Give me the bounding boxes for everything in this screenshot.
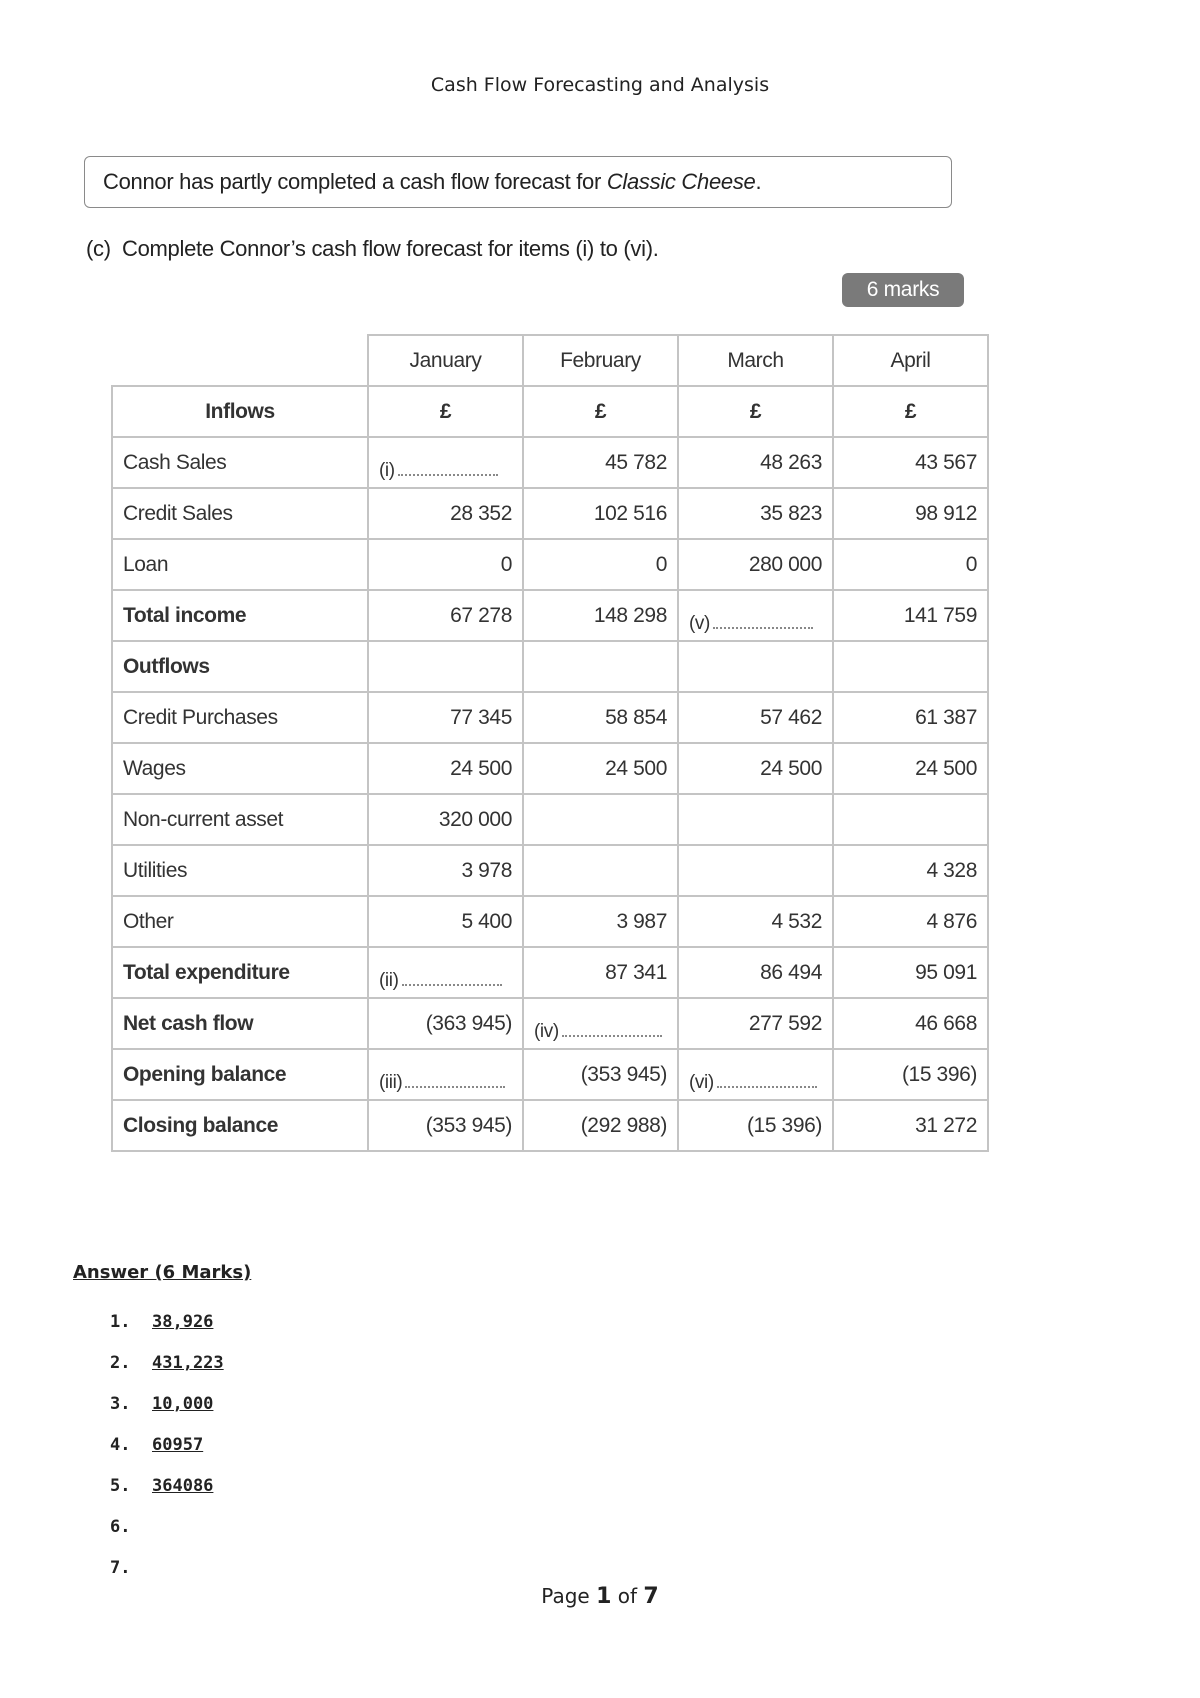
table-cell: 4 876 — [833, 896, 988, 947]
row-label: Wages — [112, 743, 368, 794]
page-footer — [0, 1584, 1200, 1609]
answer-value — [146, 1558, 152, 1578]
table-cell — [523, 845, 678, 896]
table-cell: 46 668 — [833, 998, 988, 1049]
page-word: Page — [541, 1584, 590, 1608]
corner-cell — [112, 335, 368, 386]
cash-flow-table — [111, 334, 989, 1152]
table-row-credit-sales — [112, 488, 988, 539]
table-cell: 0 — [833, 539, 988, 590]
answer-dots — [713, 623, 813, 629]
answer-value: 10,000 — [152, 1394, 214, 1414]
answer-dots — [562, 1031, 662, 1037]
table-cell: 58 854 — [523, 692, 678, 743]
list-item — [110, 1343, 224, 1384]
row-label: Utilities — [112, 845, 368, 896]
table-cell: 35 823 — [678, 488, 833, 539]
table-row-opening-balance — [112, 1049, 988, 1100]
table-cell: 67 278 — [368, 590, 523, 641]
blank-cell-i — [368, 437, 523, 488]
currency-cell: £ — [368, 386, 523, 437]
col-header-march: March — [678, 335, 833, 386]
answer-number: 3. — [110, 1394, 131, 1414]
blank-cell-ii — [368, 947, 523, 998]
blank-cell-vi — [678, 1049, 833, 1100]
table-cell: 28 352 — [368, 488, 523, 539]
answer-dots — [398, 470, 498, 476]
question-text: Complete Connor’s cash flow forecast for items (i) to (vi). — [122, 236, 659, 261]
answer-dots — [405, 1082, 505, 1088]
row-label: Credit Purchases — [112, 692, 368, 743]
answer-value: 364086 — [152, 1476, 214, 1496]
table-row-net-cash-flow — [112, 998, 988, 1049]
table-cell: 320 000 — [368, 794, 523, 845]
list-item — [110, 1466, 224, 1507]
of-word: of — [617, 1584, 638, 1608]
table-cell — [523, 794, 678, 845]
table-cell: 98 912 — [833, 488, 988, 539]
table-cell: 148 298 — [523, 590, 678, 641]
table-cell: 43 567 — [833, 437, 988, 488]
table-cell: 0 — [523, 539, 678, 590]
row-label: Other — [112, 896, 368, 947]
table-cell: 24 500 — [678, 743, 833, 794]
answer-value: 431,223 — [152, 1353, 224, 1373]
answer-number: 1. — [110, 1312, 131, 1332]
table-cell: 24 500 — [833, 743, 988, 794]
table-cell — [678, 641, 833, 692]
answer-value — [146, 1517, 152, 1537]
table-row-other — [112, 896, 988, 947]
table-cell: 48 263 — [678, 437, 833, 488]
list-item — [110, 1548, 224, 1589]
table-cell: 3 987 — [523, 896, 678, 947]
table-cell — [678, 845, 833, 896]
table-row-credit-purchases — [112, 692, 988, 743]
blank-label: (iii) — [379, 1071, 403, 1093]
row-label: Inflows — [112, 386, 368, 437]
currency-cell: £ — [833, 386, 988, 437]
table-row-closing-balance — [112, 1100, 988, 1151]
intro-end: . — [755, 169, 762, 194]
table-cell: 57 462 — [678, 692, 833, 743]
table-cell: 45 782 — [523, 437, 678, 488]
marks-badge: 6 marks — [842, 273, 964, 307]
question-c — [86, 236, 659, 262]
table-cell: 277 592 — [678, 998, 833, 1049]
answer-value: 60957 — [152, 1435, 204, 1455]
table-row-utilities — [112, 845, 988, 896]
row-label: Total income — [112, 590, 368, 641]
table-cell: 0 — [368, 539, 523, 590]
intro-text: Connor has partly completed a cash flow forecast for — [103, 169, 607, 194]
table-row-total-income — [112, 590, 988, 641]
col-header-january: January — [368, 335, 523, 386]
table-cell — [678, 794, 833, 845]
table-cell: 280 000 — [678, 539, 833, 590]
answer-list — [110, 1302, 224, 1589]
blank-label: (i) — [379, 459, 395, 481]
currency-cell: £ — [678, 386, 833, 437]
answer-title: Answer (6 Marks) — [73, 1262, 252, 1283]
answer-number: 2. — [110, 1353, 131, 1373]
table-row-loan — [112, 539, 988, 590]
answer-number: 4. — [110, 1435, 131, 1455]
list-item — [110, 1507, 224, 1548]
blank-label: (ii) — [379, 969, 399, 991]
col-header-february: February — [523, 335, 678, 386]
table-cell: 4 532 — [678, 896, 833, 947]
table-cell: (353 945) — [368, 1100, 523, 1151]
row-label: Outflows — [112, 641, 368, 692]
blank-cell-iv — [523, 998, 678, 1049]
col-header-april: April — [833, 335, 988, 386]
table-cell: (363 945) — [368, 998, 523, 1049]
question-number: (c) — [86, 236, 111, 261]
table-cell: 86 494 — [678, 947, 833, 998]
row-label: Credit Sales — [112, 488, 368, 539]
table-cell: 5 400 — [368, 896, 523, 947]
row-label: Total expenditure — [112, 947, 368, 998]
list-item — [110, 1302, 224, 1343]
blank-label: (vi) — [689, 1071, 714, 1093]
table-cell: 3 978 — [368, 845, 523, 896]
answer-value: 38,926 — [152, 1312, 214, 1332]
table-cell: 31 272 — [833, 1100, 988, 1151]
answer-dots — [402, 980, 502, 986]
table-cell: 102 516 — [523, 488, 678, 539]
row-label: Non-current asset — [112, 794, 368, 845]
row-label: Cash Sales — [112, 437, 368, 488]
intro-box — [84, 156, 952, 208]
blank-cell-v — [678, 590, 833, 641]
currency-cell: £ — [523, 386, 678, 437]
row-label: Loan — [112, 539, 368, 590]
table-row-cash-sales — [112, 437, 988, 488]
table-row-outflows — [112, 641, 988, 692]
table-cell: (15 396) — [678, 1100, 833, 1151]
page-number: 1 — [596, 1584, 612, 1609]
table-row-inflows — [112, 386, 988, 437]
table-cell — [833, 794, 988, 845]
table-cell: 95 091 — [833, 947, 988, 998]
table-row-non-current-asset — [112, 794, 988, 845]
table-header-row — [112, 335, 988, 386]
answer-dots — [717, 1082, 817, 1088]
table-cell: 87 341 — [523, 947, 678, 998]
table-cell — [523, 641, 678, 692]
table-cell: 61 387 — [833, 692, 988, 743]
table-cell: (353 945) — [523, 1049, 678, 1100]
list-item — [110, 1425, 224, 1466]
table-cell: 77 345 — [368, 692, 523, 743]
table-cell: 24 500 — [523, 743, 678, 794]
table-cell: (292 988) — [523, 1100, 678, 1151]
page-total: 7 — [643, 1584, 659, 1609]
blank-label: (iv) — [534, 1020, 559, 1042]
blank-cell-iii — [368, 1049, 523, 1100]
answer-number: 6. — [110, 1517, 131, 1537]
blank-label: (v) — [689, 612, 710, 634]
row-label: Net cash flow — [112, 998, 368, 1049]
row-label: Closing balance — [112, 1100, 368, 1151]
answer-number: 5. — [110, 1476, 131, 1496]
table-cell — [833, 641, 988, 692]
table-cell: 141 759 — [833, 590, 988, 641]
list-item — [110, 1384, 224, 1425]
row-label: Opening balance — [112, 1049, 368, 1100]
table-cell: 24 500 — [368, 743, 523, 794]
table-cell: 4 328 — [833, 845, 988, 896]
document-header: Cash Flow Forecasting and Analysis — [430, 74, 770, 96]
table-row-wages — [112, 743, 988, 794]
answer-number: 7. — [110, 1558, 131, 1578]
table-row-total-expenditure — [112, 947, 988, 998]
company-name: Classic Cheese — [606, 169, 756, 194]
table-cell — [368, 641, 523, 692]
table-cell: (15 396) — [833, 1049, 988, 1100]
